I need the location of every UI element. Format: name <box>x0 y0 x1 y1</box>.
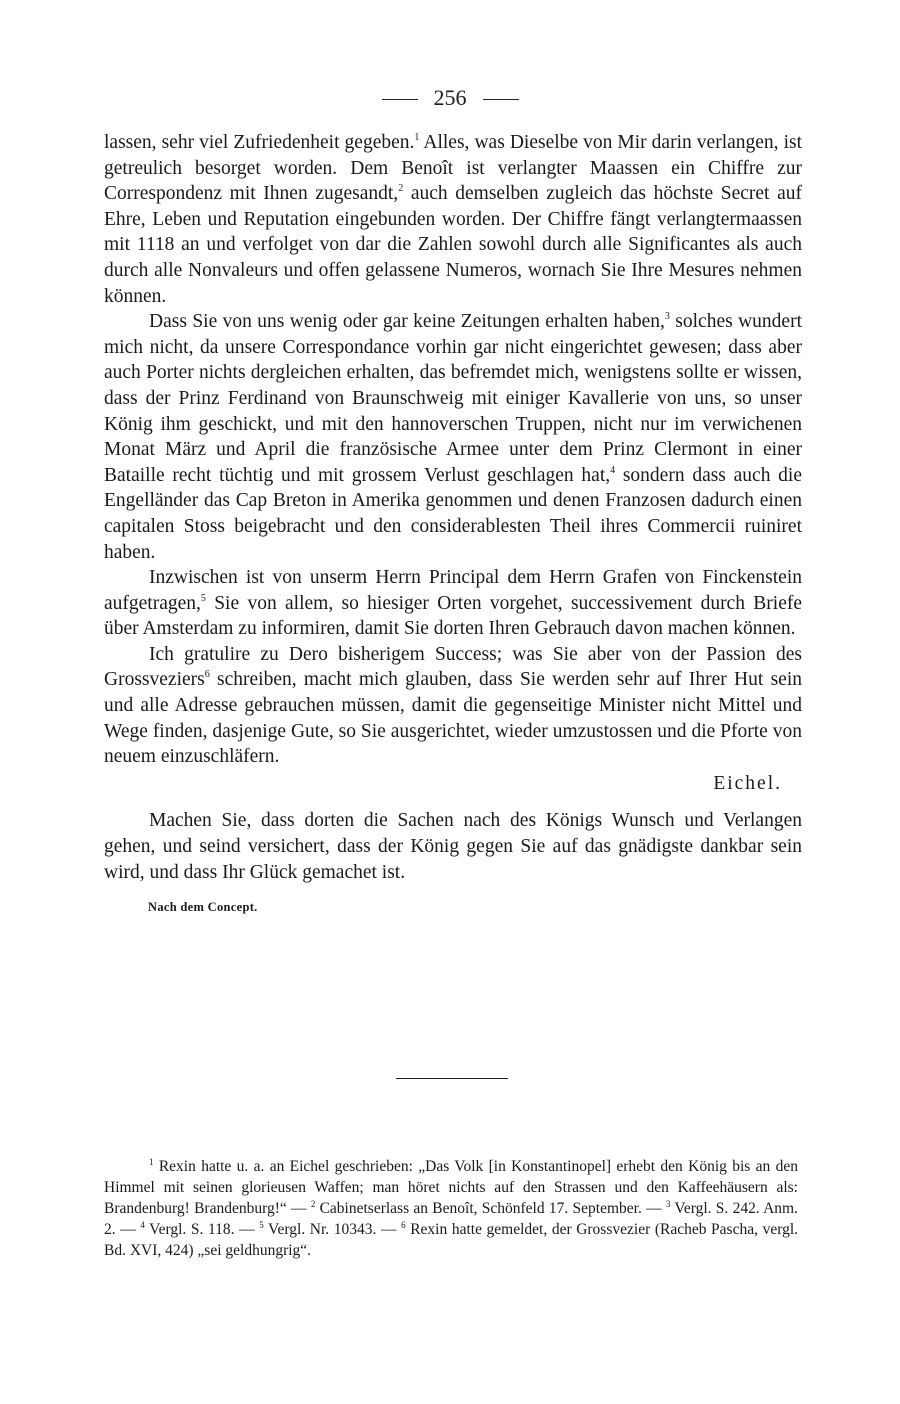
paragraph-3-text-a: Inzwischen ist von unserm Herrn Principal dem Herrn Grafen von Finckenstein aufgetragen, <box>104 567 802 614</box>
footnote-text-5: Vergl. Nr. 10343. — <box>263 1221 402 1238</box>
letter-body <box>104 130 802 921</box>
footnote-ref-2: 2 <box>398 183 404 195</box>
footnote-divider <box>396 1078 508 1079</box>
paragraph-3 <box>104 565 802 642</box>
signature: Eichel. <box>713 772 782 794</box>
footnote-ref-1: 1 <box>414 132 420 143</box>
footnote-marker-1: 1 <box>149 1157 154 1167</box>
footnote-marker-4: 4 <box>140 1220 145 1230</box>
footnote-text-3: Vergl. S. 242. Anm. 2. — <box>104 1200 798 1238</box>
footnote-ref-3: 3 <box>664 311 670 323</box>
paragraph-4 <box>104 642 802 770</box>
footnotes <box>104 1156 798 1261</box>
footnote-text-2: Cabinetserlass an Benoît, Schönfeld 17. September. — <box>315 1200 666 1217</box>
postscript: Machen Sie, dass dorten die Sachen nach des Königs Wunsch und Verlangen gehen, und seind versichert, dass der König gegen Sie auf das gnädigste dankbar sein wird, und dass Ihr Glück gemachet ist. <box>104 810 802 883</box>
footnote-marker-6: 6 <box>401 1220 406 1230</box>
paragraph-2-text-b: solches wundert mich nicht, da unsere Correspondance vorhin gar nicht eingerichtet gewesen; dass aber auch Porter nichts dergleichen erhalten, das befremdet mich, wenigstens sollte er wissen, dass der Prinz Ferdinand von Braunschweig mit einiger Kavallerie von uns, so unser König ihm geschickt, und mit den hannoverschen Truppen, nicht nur im verwichenen Monat März und April die französische Armee unter dem Prinz Clermont in einer Bataille recht tüchtig und mit grossem Verlust geschlagen hat, <box>104 311 802 486</box>
footnote-text-1: Rexin hatte u. a. an Eichel geschrieben: „Das Volk [in Konstantinopel] erhebt den König bis an den Himmel mit seinen glorieusen Waffen; man höret nichts auf den Strassen und den Kaffeehäusern als: Brandenburg! Brandenburg!“ — <box>104 1158 798 1217</box>
footnote-text-4: Vergl. S. 118. — <box>144 1221 260 1238</box>
footnote-marker-5: 5 <box>259 1220 264 1230</box>
source-note: Nach dem Concept. <box>148 900 258 915</box>
footnote-block <box>104 1156 798 1261</box>
paragraph-2-text-c: sondern dass auch die Engelländer das Cap Breton in Amerika genommen und denen Franzosen dadurch einen capitalen Stoss beigebracht und den considerablesten Theil ihres Commercii ruiniret haben. <box>104 464 802 563</box>
footnote-ref-5: 5 <box>200 592 206 604</box>
footnote-marker-2: 2 <box>310 1199 316 1209</box>
page-number-line <box>0 84 900 112</box>
page-number-dash-right <box>483 99 519 100</box>
footnote-ref-4: 4 <box>610 464 616 476</box>
footnote-text-6: Rexin hatte gemeldet, der Grossvezier (Racheb Pascha, vergl. Bd. XVI, 424) „sei geldhungrig“. <box>104 1221 799 1259</box>
paragraph-1-text-a: lassen, sehr viel Zufriedenheit gegeben. <box>104 132 415 153</box>
footnote-marker-3: 3 <box>665 1199 671 1209</box>
paragraph-4-text-a: Ich gratulire zu Dero bisherigem Success; was Sie aber von der Passion des Grossveziers <box>104 643 802 691</box>
page-number-dash-left <box>382 99 418 100</box>
page-number: 256 <box>433 85 467 110</box>
paragraph-1-text-c: auch demselben zugleich das höchste Secret auf Ehre, Leben und Reputation eingebunden worden. Der Chiffre fängt verlangtermaassen mit 1118 an und verfolget von dar die Zahlen sowohl durch alle Significantes als auch durch alle Nonvaleurs und offen gelassene Numeros, wornach Sie Ihre Mesures nehmen können. <box>104 183 803 307</box>
paragraph-2 <box>104 309 802 565</box>
footnote-ref-6: 6 <box>204 669 210 681</box>
paragraph-1-text-b: Alles, was Dieselbe von Mir darin verlangen, ist getreulich besorget worden. Dem Benoît ist verlangter Maassen ein Chiffre zur Correspondenz mit Ihnen zugesandt, <box>104 132 803 205</box>
paragraph-3-text-b: Sie von allem, so hiesiger Orten vorgehet, successivement durch Briefe über Amsterdam zu informiren, damit Sie dorten Ihren Gebrauch davon machen können. <box>104 592 802 640</box>
paragraph-1 <box>104 130 802 309</box>
paragraph-4-text-b: schreiben, macht mich glauben, dass Sie werden sehr auf Ihrer Hut sein und alle Adresse gebrauchen müssen, damit die gegenseitige Minister nicht Mittel und Wege finden, dasjenige Gute, so Sie ausgerichtet, wieder umzustossen und die Pforte von neuem einzuschläfern. <box>104 669 802 768</box>
paragraph-2-text-a: Dass Sie von uns wenig oder gar keine Zeitungen erhalten haben, <box>149 311 665 333</box>
